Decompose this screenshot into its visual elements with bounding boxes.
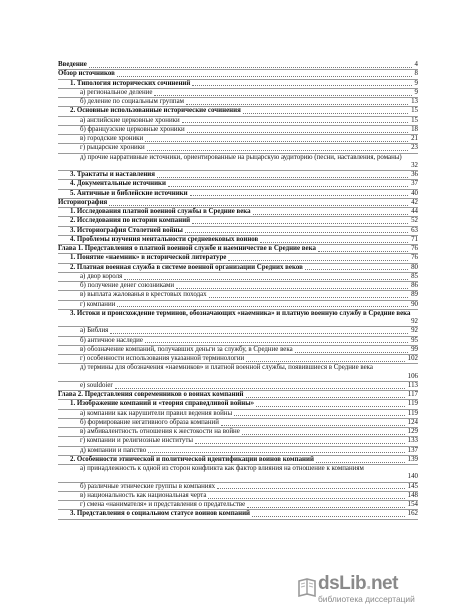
toc-entry: [58, 400, 418, 409]
toc-entry-title: в) обозначение компаний, получавших деньги за службу, в Средние века: [80, 345, 293, 353]
toc-entry: [58, 428, 418, 437]
toc-entry: [58, 419, 418, 428]
toc-entry: [58, 254, 418, 263]
toc-entry: [58, 355, 418, 364]
toc-entry-title: в) национальность как национальная черта: [80, 491, 207, 499]
toc-entry-page: 154: [407, 501, 418, 508]
toc-entry-page: 140: [407, 473, 418, 481]
toc-entry: [58, 190, 418, 199]
toc-entry-page: 133: [407, 437, 418, 445]
toc-entry-title: 2. Особенности этнической и политической идентификации воинов компаний: [70, 455, 314, 463]
toc-entry-page: 129: [407, 428, 418, 435]
toc-dot-leader: [252, 516, 405, 517]
toc-dot-leader: [208, 498, 405, 499]
toc-entry: [58, 89, 418, 98]
toc-entry-title: 5. Античные и библейские источники: [70, 189, 188, 197]
toc-entry-title: 4. Документальные источники: [70, 180, 166, 188]
toc-entry-title: а) двор короля: [80, 272, 123, 280]
toc-entry-page: 23: [411, 144, 418, 152]
toc-entry-page: 42: [411, 198, 418, 206]
toc-entry-page: 124: [407, 418, 418, 426]
toc-entry: [58, 107, 418, 116]
toc-dot-leader: [187, 132, 408, 133]
watermark-subtitle: библиотека диссертаций: [318, 594, 415, 604]
toc-dot-leader: [256, 406, 405, 407]
toc-dot-leader: [117, 306, 408, 307]
toc-entry: [58, 447, 418, 456]
toc-entry: [58, 310, 418, 328]
toc-entry: [58, 70, 418, 79]
toc-dot-leader: [185, 232, 408, 233]
toc-entry: [58, 227, 418, 236]
toc-dot-leader: [148, 452, 405, 453]
toc-entry-page: 37: [411, 180, 418, 188]
toc-entry-page: 162: [407, 510, 418, 518]
toc-entry-title: а) компании как нарушители правил ведения войны: [80, 409, 233, 417]
toc-dot-leader: [260, 242, 408, 243]
toc-entry: [58, 337, 418, 346]
toc-entry: [58, 217, 418, 226]
toc-entry: [58, 117, 418, 126]
toc-entry-page: 71: [411, 235, 418, 243]
toc-entry-page: 63: [411, 226, 418, 234]
toc-dot-leader: [154, 95, 412, 96]
toc-entry: [58, 456, 418, 465]
toc-entry-title: а) региональное деление: [80, 88, 153, 96]
toc-entry: [58, 291, 418, 300]
toc-entry: [58, 410, 418, 419]
toc-entry-title: 3. Истоки и происхождение терминов, обозначающих «наемника» и платную военную службу в Средние века: [70, 309, 411, 317]
toc-entry-page: 95: [411, 336, 418, 344]
toc-entry: [58, 171, 418, 180]
toc-entry-title: в) амбивалентность отношения к жестокости на войне: [80, 428, 240, 435]
toc-entry: [58, 501, 418, 510]
toc-dot-leader: [117, 76, 412, 77]
toc-entry-title: г) рыцарские хроники: [80, 144, 145, 152]
toc-entry-page: 119: [407, 400, 418, 408]
toc-dot-leader: [192, 223, 408, 224]
toc-entry: [58, 126, 418, 135]
toc-entry-page: 90: [411, 300, 418, 308]
toc-dot-leader: [247, 507, 405, 508]
watermark-brand-tld: net: [370, 573, 398, 594]
toc-entry-title: 1. Изображение компаний и «теория справедливой войны»: [70, 400, 255, 408]
toc-entry-page: 148: [407, 491, 418, 499]
toc-entry: [58, 364, 418, 382]
toc-entry-title: а) Библия: [80, 327, 109, 335]
toc-entry-title: б) получение денег союзниками: [80, 282, 175, 289]
toc-entry-page: 8: [414, 70, 418, 78]
toc-entry-page: 113: [407, 381, 418, 389]
toc-entry-title: г) компании и религиозные институты: [80, 437, 194, 445]
toc-entry-page: 137: [407, 446, 418, 454]
toc-entry-title: б) французские церковные хроники: [80, 125, 185, 133]
toc-dot-leader: [217, 488, 405, 489]
toc-entry-page: 52: [411, 217, 418, 225]
toc-entry-page: 13: [411, 98, 418, 105]
toc-dot-leader: [221, 425, 405, 426]
toc-entry-title: Обзор источников: [58, 70, 115, 78]
toc-entry-title: Глава 2. Представления современников о воинах компаний: [58, 391, 244, 398]
toc-dot-leader: [243, 113, 408, 114]
toc-entry: [58, 208, 418, 217]
toc-entry: [58, 144, 418, 153]
toc-entry-page: 119: [407, 409, 418, 417]
toc-dot-leader: [168, 186, 408, 187]
toc-entry: [58, 465, 418, 483]
toc-dot-leader: [316, 462, 405, 463]
toc-dot-leader: [246, 361, 405, 362]
toc-entry: [58, 437, 418, 446]
toc-entry-page: 92: [411, 318, 418, 325]
toc-dot-leader: [234, 415, 405, 416]
toc-entry-title: 3. Представления о социальном статусе воинов компаний: [70, 510, 251, 518]
toc-entry-title: 2. Платная военная служба в системе военной организации Средних веков: [70, 263, 303, 271]
toc-entry-page: 9: [414, 88, 418, 96]
toc-entry-title: г) смена «нанимателя» и представления о предательстве: [80, 501, 246, 508]
toc-dot-leader: [186, 104, 408, 105]
toc-dot-leader: [295, 352, 408, 353]
toc-entry-title: е) souldoier: [80, 381, 113, 389]
toc-entry-title: в) выплата жалованья в крестовых походах: [80, 291, 207, 299]
watermark-brand: [318, 574, 448, 594]
toc-entry-title: г) особенности использования указанной терминологии: [80, 355, 245, 362]
toc-entry: [58, 236, 418, 245]
toc-entry-title: в) городские хроники: [80, 135, 144, 142]
toc-entry-title: б) различные этнические группы в компаниях: [80, 482, 216, 490]
toc-entry: [58, 264, 418, 273]
toc-entry-page: 9: [414, 79, 418, 87]
toc-entry-title: 3. Историография Столетней войны: [70, 226, 183, 234]
toc-entry-page: 99: [411, 345, 418, 353]
book-logo-icon: [296, 576, 318, 600]
toc-entry-title: 2. Исследования по истории компаний: [70, 217, 191, 225]
watermark-brand-dot: .: [366, 573, 371, 594]
toc-entry-page: 15: [411, 107, 418, 115]
toc-entry: [58, 180, 418, 189]
toc-entry-title: а) английские церковные хроники: [80, 116, 180, 124]
toc-entry-page: 145: [407, 482, 418, 490]
toc-dot-leader: [195, 443, 405, 444]
toc-entry-page: 36: [411, 171, 418, 178]
toc-dot-leader: [147, 150, 408, 151]
toc-entry-page: 32: [411, 161, 418, 169]
toc-entry-page: 18: [411, 125, 418, 133]
toc-entry-title: Введение: [58, 61, 87, 68]
toc-entry-page: 86: [411, 282, 418, 289]
table-of-contents: [58, 61, 418, 520]
toc-entry-title: 4. Проблемы изучения ментальности средневековых воинов: [70, 235, 259, 243]
toc-dot-leader: [190, 195, 408, 196]
toc-dot-leader: [246, 397, 405, 398]
toc-entry-page: 89: [411, 291, 418, 299]
toc-entry-page: 76: [411, 245, 418, 252]
toc-entry: [58, 245, 418, 254]
toc-entry-page: 21: [411, 135, 418, 142]
toc-entry-page: 102: [407, 355, 418, 362]
toc-dot-leader: [182, 122, 408, 123]
toc-entry-page: 40: [411, 189, 418, 197]
toc-entry: [58, 154, 418, 172]
toc-entry: [58, 510, 418, 519]
toc-entry: [58, 273, 418, 282]
toc-dot-leader: [124, 279, 408, 280]
toc-dot-leader: [110, 333, 408, 334]
toc-entry-title: г) компании: [80, 300, 116, 308]
toc-entry: [58, 346, 418, 355]
watermark: [318, 574, 448, 604]
toc-entry-title: 1. Типология исторических сочинений: [70, 79, 191, 87]
toc-dot-leader: [209, 297, 408, 298]
toc-entry: [58, 483, 418, 492]
toc-entry-page: 85: [411, 272, 418, 280]
toc-entry-title: б) античное наследие: [80, 336, 143, 344]
toc-entry-page: 80: [411, 263, 418, 271]
toc-dot-leader: [242, 434, 405, 435]
toc-entry-title: д) термины для обозначения «наемников» и платной военной службы, появившиеся в Средние века: [80, 364, 373, 372]
toc-dot-leader: [157, 177, 408, 178]
toc-entry-page: 92: [411, 327, 418, 335]
toc-dot-leader: [109, 205, 408, 206]
toc-entry: [58, 61, 418, 70]
toc-dot-leader: [89, 67, 412, 68]
toc-entry-title: Глава 1. Представления о платной военной службе и наемничестве в Средние века: [58, 245, 316, 252]
toc-dot-leader: [115, 388, 405, 389]
toc-entry-title: б) формирование негативного образа компаний: [80, 418, 219, 426]
toc-entry: [58, 391, 418, 400]
toc-entry-title: б) деление по социальным группам: [80, 98, 184, 105]
toc-entry-page: 15: [411, 116, 418, 124]
toc-entry-page: 139: [407, 455, 418, 463]
toc-entry: [58, 492, 418, 501]
toc-entry-page: 117: [407, 391, 418, 398]
toc-entry-title: д) прочие нарративные источники, ориентированные на рыцарскую аудиторию (песни, наставления, романы): [80, 153, 402, 161]
toc-entry: [58, 301, 418, 310]
toc-entry: [58, 282, 418, 291]
toc-entry: [58, 98, 418, 107]
toc-entry: [58, 382, 418, 391]
toc-dot-leader: [318, 251, 408, 252]
toc-entry-title: д) компании и папство: [80, 446, 147, 454]
toc-entry-title: 3. Трактаты и наставления: [70, 171, 155, 178]
toc-entry-title: 1. Понятие «наемник» в исторической литературе: [70, 254, 227, 262]
toc-entry-page: 76: [411, 254, 418, 262]
toc-entry: [58, 135, 418, 144]
toc-entry-title: а) принадлежность к одной из сторон конфликта как фактор влияния на отношение к компаниям: [80, 465, 364, 472]
toc-entry-page: 4: [414, 61, 418, 68]
toc-dot-leader: [253, 214, 408, 215]
toc-dot-leader: [176, 288, 408, 289]
toc-entry-title: 1. Исследования платной военной службы в Средние века: [70, 208, 251, 215]
toc-dot-leader: [145, 342, 408, 343]
toc-entry-page: 44: [411, 208, 418, 215]
toc-dot-leader: [192, 85, 412, 86]
toc-entry-title: Историография: [58, 198, 108, 206]
toc-dot-leader: [228, 260, 408, 261]
toc-entry: [58, 80, 418, 89]
toc-dot-leader: [305, 269, 408, 270]
toc-dot-leader: [145, 141, 408, 142]
toc-entry-title: 2. Основные использованные исторические сочинения: [70, 107, 241, 115]
watermark-brand-main: dsLib: [318, 573, 367, 594]
toc-entry-page: 106: [407, 372, 418, 380]
toc-entry: [58, 327, 418, 336]
toc-entry: [58, 199, 418, 208]
